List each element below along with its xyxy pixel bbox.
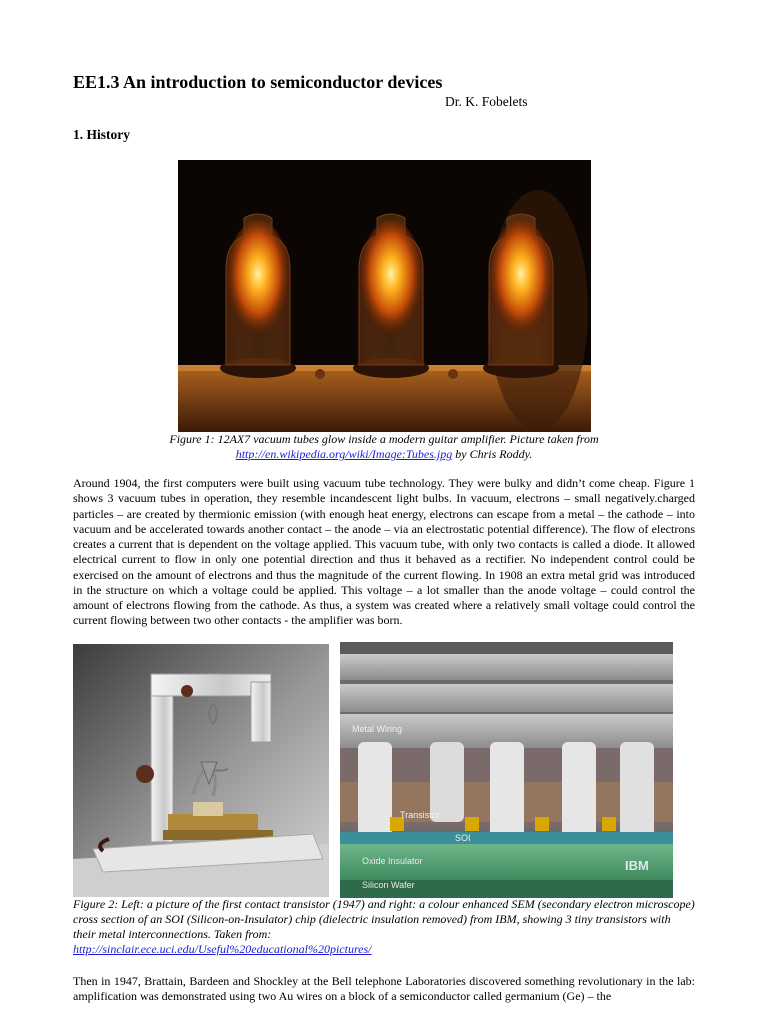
body-paragraph-2: Then in 1947, Brattain, Bardeen and Shockley at the Bell telephone Laboratories discovered something revolutionary in the lab: amplification was demonstrated using two Au wires on a block of a semiconductor called germanium (Ge) – the bbox=[73, 974, 695, 1004]
figure-2-caption bbox=[73, 897, 695, 957]
figure-1-caption-text: Figure 1: 12AX7 vacuum tubes glow inside a modern guitar amplifier. Picture taken from bbox=[169, 432, 599, 446]
body-paragraph: Around 1904, the first computers were built using vacuum tube technology. They were bulky and didn’t come cheap. Figure 1 shows 3 vacuum tubes in operation, they resemble incandescent light bulbs. In vacuum, electrons – small negatively.charged particles – are created by thermionic emission (with enough heat energy, electrons can escape from a metal – the cathode – into vacuum and be accelerated towards another contact – the anode – via an electrostatic potential difference). The flow of electrons creates a current that is dependent on the voltage applied. This vacuum tube, with only two contacts is called a diode. It allowed electrical current to flow in only one potential direction and thus it behaved as a rectifier. No independent control could be exercised on the amount of electrons and thus the magnitude of the current flowing. In 1908 an extra metal grid was introduced in the structure on which a voltage could be applied. This voltage – a lot smaller than the anode voltage – could control the amount of electrons flowing from the cathode. As thus, a system was created where a relatively small voltage could control the current flowing between two other contacts - the amplifier was born. bbox=[73, 476, 695, 628]
author-name: Dr. K. Fobelets bbox=[445, 94, 528, 109]
vacuum-tubes-photo bbox=[178, 160, 591, 432]
sem-label-oxide-insulator: Oxide Insulator bbox=[362, 856, 423, 866]
section-heading: 1. History bbox=[73, 127, 130, 142]
sem-cross-section-image bbox=[340, 642, 673, 898]
first-transistor-photo bbox=[73, 644, 329, 897]
figure-1-caption bbox=[73, 432, 695, 462]
sem-label-silicon-wafer: Silicon Wafer bbox=[362, 880, 415, 890]
figure-1-source-link[interactable]: http://en.wikipedia.org/wiki/Image:Tubes.jpg bbox=[235, 447, 453, 461]
sem-label-metal-wiring: Metal Wiring bbox=[352, 724, 403, 734]
figure-2-source-link[interactable]: http://sinclair.ece.uci.edu/Useful%20educational%20pictures/ bbox=[73, 942, 372, 956]
figure-1-caption-suffix: by Chris Roddy. bbox=[452, 447, 533, 461]
figure-2-caption-text: Figure 2: Left: a picture of the first contact transistor (1947) and right: a colour enhanced SEM (secondary electron microscope) cross section of an SOI (Silicon-on-Insulator) chip (dielectric insulation removed) from IBM, showing 3 tiny transistors with their metal interconnections. Taken from: bbox=[73, 897, 695, 941]
ibm-logo-text: IBM bbox=[625, 858, 649, 873]
document-title: EE1.3 An introduction to semiconductor devices bbox=[73, 72, 443, 92]
sem-label-soi: SOI bbox=[455, 833, 471, 843]
sem-label-transistor: Transistor bbox=[400, 810, 440, 820]
